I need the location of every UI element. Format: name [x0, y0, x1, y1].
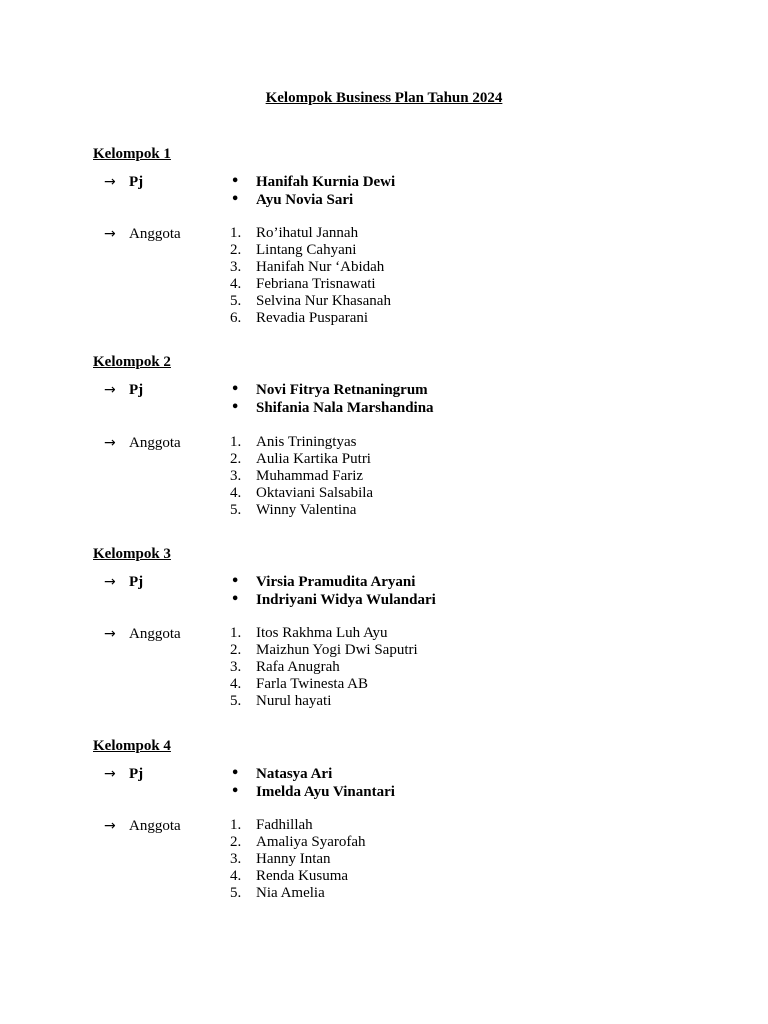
list-item — [0, 868, 600, 885]
pj-item — [0, 765, 600, 783]
anggota-list — [0, 225, 600, 327]
item-number: 3. — [230, 659, 242, 675]
member-name: Fadhillah — [256, 817, 313, 833]
group-title: Kelompok 2 — [93, 354, 171, 370]
item-number: 2. — [230, 642, 242, 658]
arrow-right-icon: → — [104, 818, 116, 834]
item-number: 4. — [230, 868, 242, 884]
item-number: 4. — [230, 485, 242, 501]
member-name: Maizhun Yogi Dwi Saputri — [256, 642, 418, 658]
member-name: Winny Valentina — [256, 502, 357, 518]
member-name: Renda Kusuma — [256, 868, 349, 884]
member-name: Febriana Trisnawati — [256, 276, 376, 292]
pj-item — [0, 381, 600, 399]
bullet-icon: • — [231, 766, 240, 781]
member-name: Itos Rakhma Luh Ayu — [256, 625, 388, 641]
pj-name: Novi Fitrya Retnaningrum — [256, 382, 428, 398]
list-item — [0, 625, 600, 642]
group-title: Kelompok 1 — [93, 146, 171, 162]
item-number: 3. — [230, 259, 242, 275]
member-name: Selvina Nur Khasanah — [256, 293, 391, 309]
list-item — [0, 485, 600, 502]
pj-name: Indriyani Widya Wulandari — [256, 592, 436, 608]
member-name: Anis Triningtyas — [256, 434, 357, 450]
member-name: Hanifah Nur ‘Abidah — [256, 259, 385, 275]
pj-list — [0, 381, 600, 417]
pj-label: Pj — [129, 766, 144, 782]
member-name: Nia Amelia — [256, 885, 325, 901]
pj-item — [0, 173, 600, 191]
pj-label: Pj — [129, 382, 144, 398]
pj-list — [0, 573, 600, 609]
list-item — [0, 259, 600, 276]
pj-item — [0, 191, 600, 209]
anggota-list — [0, 625, 600, 710]
bullet-icon: • — [231, 174, 240, 189]
document-title: Kelompok Business Plan Tahun 2024 — [265, 90, 503, 106]
anggota-list — [0, 817, 600, 902]
pj-list — [0, 765, 600, 801]
bullet-icon: • — [231, 382, 240, 397]
pj-name: Natasya Ari — [256, 766, 333, 782]
pj-name: Virsia Pramudita Aryani — [256, 574, 416, 590]
item-number: 3. — [230, 851, 242, 867]
list-item — [0, 434, 600, 451]
item-number: 5. — [230, 293, 242, 309]
pj-item — [0, 591, 600, 609]
list-item — [0, 293, 600, 310]
member-name: Aulia Kartika Putri — [256, 451, 371, 467]
arrow-right-icon: → — [104, 626, 116, 642]
list-item — [0, 502, 600, 519]
item-number: 5. — [230, 502, 242, 518]
anggota-label: Anggota — [129, 818, 181, 834]
list-item — [0, 451, 600, 468]
pj-name: Imelda Ayu Vinantari — [256, 784, 395, 800]
pj-item — [0, 399, 600, 417]
member-name: Amaliya Syarofah — [256, 834, 366, 850]
item-number: 1. — [230, 817, 242, 833]
bullet-icon: • — [231, 400, 240, 415]
group-title: Kelompok 4 — [93, 738, 171, 754]
anggota-list — [0, 434, 600, 519]
item-number: 5. — [230, 693, 242, 709]
item-number: 1. — [230, 225, 242, 241]
list-item — [0, 642, 600, 659]
pj-name: Ayu Novia Sari — [256, 192, 354, 208]
list-item — [0, 242, 600, 259]
bullet-icon: • — [231, 592, 240, 607]
item-number: 4. — [230, 276, 242, 292]
member-name: Ro’ihatul Jannah — [256, 225, 359, 241]
item-number: 2. — [230, 834, 242, 850]
member-name: Oktaviani Salsabila — [256, 485, 374, 501]
list-item — [0, 310, 600, 327]
member-name: Farla Twinesta AB — [256, 676, 368, 692]
list-item — [0, 276, 600, 293]
pj-list — [0, 173, 600, 209]
item-number: 3. — [230, 468, 242, 484]
item-number: 2. — [230, 451, 242, 467]
pj-name: Shifania Nala Marshandina — [256, 400, 434, 416]
list-item — [0, 468, 600, 485]
member-name: Revadia Pusparani — [256, 310, 369, 326]
anggota-label: Anggota — [129, 626, 181, 642]
arrow-right-icon: → — [104, 174, 116, 190]
list-item — [0, 851, 600, 868]
member-name: Muhammad Fariz — [256, 468, 364, 484]
bullet-icon: • — [231, 574, 240, 589]
arrow-right-icon: → — [104, 435, 116, 451]
arrow-right-icon: → — [104, 766, 116, 782]
anggota-label: Anggota — [129, 435, 181, 451]
pj-label: Pj — [129, 174, 144, 190]
arrow-right-icon: → — [104, 226, 116, 242]
pj-item — [0, 783, 600, 801]
list-item — [0, 834, 600, 851]
anggota-label: Anggota — [129, 226, 181, 242]
member-name: Lintang Cahyani — [256, 242, 357, 258]
member-name: Rafa Anugrah — [256, 659, 340, 675]
list-item — [0, 885, 600, 902]
bullet-icon: • — [231, 192, 240, 207]
pj-label: Pj — [129, 574, 144, 590]
item-number: 1. — [230, 434, 242, 450]
item-number: 4. — [230, 676, 242, 692]
item-number: 1. — [230, 625, 242, 641]
pj-item — [0, 573, 600, 591]
member-name: Hanny Intan — [256, 851, 331, 867]
pj-name: Hanifah Kurnia Dewi — [256, 174, 396, 190]
member-name: Nurul hayati — [256, 693, 332, 709]
list-item — [0, 817, 600, 834]
list-item — [0, 225, 600, 242]
arrow-right-icon: → — [104, 382, 116, 398]
bullet-icon: • — [231, 784, 240, 799]
item-number: 6. — [230, 310, 242, 326]
item-number: 2. — [230, 242, 242, 258]
arrow-right-icon: → — [104, 574, 116, 590]
group-title: Kelompok 3 — [93, 546, 171, 562]
list-item — [0, 676, 600, 693]
list-item — [0, 693, 600, 710]
list-item — [0, 659, 600, 676]
item-number: 5. — [230, 885, 242, 901]
